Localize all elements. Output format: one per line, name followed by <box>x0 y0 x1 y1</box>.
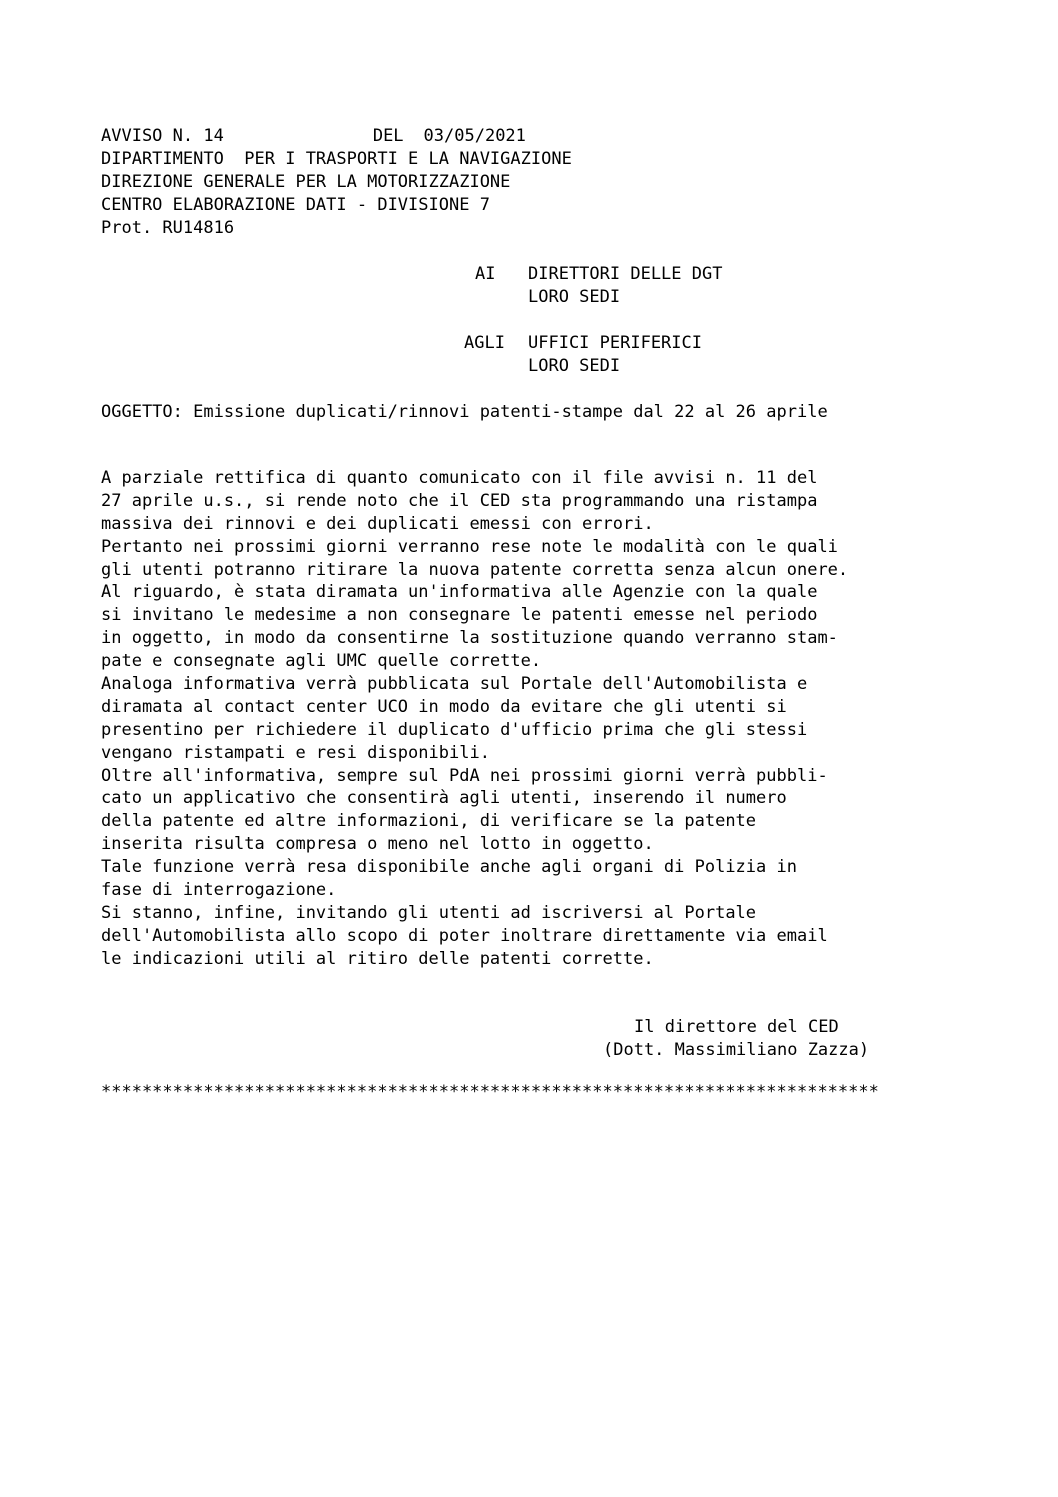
signature-title: Il direttore del CED <box>634 1017 839 1037</box>
body-line: Al riguardo, è stata diramata un'informativa alle Agenzie con la quale <box>101 582 818 603</box>
body-line: gli utenti potranno ritirare la nuova patente corretta senza alcun onere. <box>101 559 849 580</box>
body-line: A parziale rettifica di quanto comunicato con il file avvisi n. 11 del <box>101 468 818 488</box>
notice-date: 03/05/2021 <box>423 126 526 146</box>
recipient-line-sedi: LORO SEDI <box>528 287 621 307</box>
body-line: Si stanno, infine, invitando gli utenti ad iscriversi al Portale <box>101 902 757 923</box>
recipient-line-sedi: LORO SEDI <box>528 356 621 376</box>
body-line: Pertanto nei prossimi giorni verranno rese note le modalità con le quali <box>101 536 838 557</box>
separator-line: **************************************************************************** <box>101 1082 879 1102</box>
body-line: cato un applicativo che consentirà agli utenti, inserendo il numero <box>101 788 787 809</box>
body-line: 27 aprile u.s., si rende noto che il CED sta programmando una ristampa <box>101 490 818 511</box>
body-line: dell'Automobilista allo scopo di poter inoltrare direttamente via email <box>101 925 828 946</box>
body-line: della patente ed altre informazioni, di verificare se la patente <box>101 811 757 832</box>
body-line: le indicazioni utili al ritiro delle patenti corrette. <box>101 948 654 969</box>
document-header <box>101 125 572 240</box>
body-line: inserita risulta compresa o meno nel lotto in oggetto. <box>101 834 654 855</box>
body-line: Oltre all'informativa, sempre sul PdA nei prossimi giorni verrà pubbli- <box>101 765 828 786</box>
protocol-number: Prot. RU14816 <box>101 218 235 238</box>
signature-name: (Dott. Massimiliano Zazza) <box>603 1040 870 1060</box>
recipient-prefix-ai: AI <box>475 264 496 284</box>
notice-number: AVVISO N. 14 <box>101 126 224 146</box>
subject-line: OGGETTO: Emissione duplicati/rinnovi patenti-stampe dal 22 al 26 aprile <box>101 402 828 422</box>
body-line: Analoga informativa verrà pubblicata sul Portale dell'Automobilista e <box>101 674 808 695</box>
body-line: Tale funzione verrà resa disponibile anche agli organi di Polizia in <box>101 857 797 878</box>
body-line: presentino per richiedere il duplicato d'ufficio prima che gli stessi <box>101 719 808 740</box>
date-label: DEL <box>372 126 404 146</box>
body-line: pate e consegnate agli UMC quelle corrette. <box>101 651 542 672</box>
recipient-line-directors: DIRETTORI DELLE DGT <box>528 264 723 284</box>
body-line: si invitano le medesime a non consegnare le patenti emesse nel periodo <box>101 605 818 626</box>
body-line: fase di interrogazione. <box>101 880 337 901</box>
recipient-prefix-agli: AGLI <box>464 333 505 353</box>
body-text <box>101 467 848 971</box>
body-line: massiva dei rinnovi e dei duplicati emessi con errori. <box>101 513 654 534</box>
recipient-line-offices: UFFICI PERIFERICI <box>528 333 702 353</box>
data-center: CENTRO ELABORAZIONE DATI - DIVISIONE 7 <box>101 195 490 215</box>
body-line: in oggetto, in modo da consentirne la sostituzione quando verranno stam- <box>101 628 838 649</box>
department: DIPARTIMENTO PER I TRASPORTI E LA NAVIGAZIONE <box>101 149 572 169</box>
notice-line <box>101 125 572 148</box>
directorate: DIREZIONE GENERALE PER LA MOTORIZZAZIONE <box>101 172 511 192</box>
body-line: vengano ristampati e resi disponibili. <box>101 742 490 763</box>
body-line: diramata al contact center UCO in modo da evitare che gli utenti si <box>101 696 787 717</box>
